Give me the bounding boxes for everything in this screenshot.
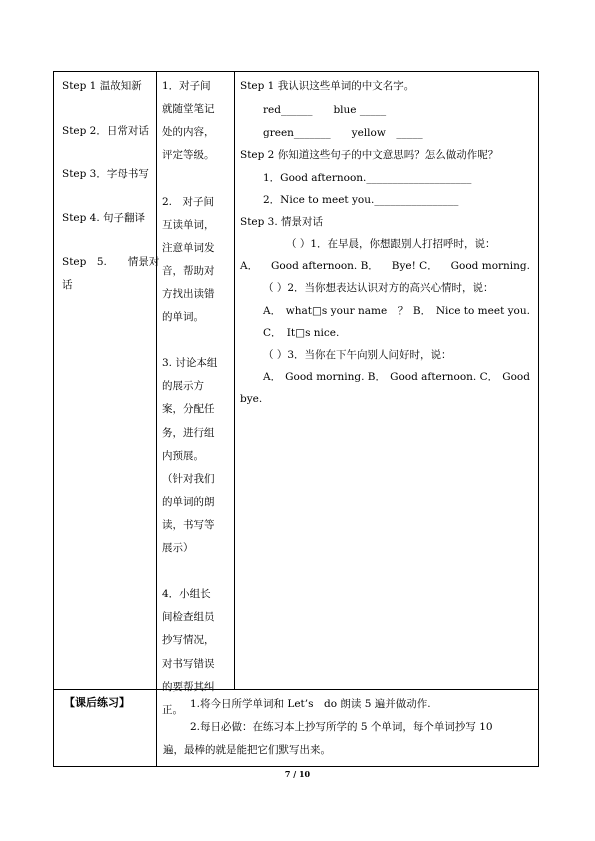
note-line: 内预展。 [162, 449, 204, 462]
note-line: 务，进行组 [162, 426, 215, 439]
note-line: 4．小组长 [162, 588, 211, 601]
option-text: Bye! C． [391, 260, 438, 272]
step-label: Step 3．字母书写 [62, 168, 149, 180]
note-line: 正。 [162, 703, 183, 716]
option-label: B． [412, 305, 432, 317]
note-line: 间检查组员 [162, 611, 215, 624]
homework-line-3: 遍，最棒的就是能把它们默写出来。 [163, 744, 331, 756]
page-number: 7 / 10 [284, 769, 311, 779]
step1-title: Step 1 我认识这些单词的中文名字。 [240, 80, 415, 92]
question-3-options [263, 370, 530, 384]
table-left-border [53, 71, 54, 767]
option-label: A． [263, 371, 282, 383]
note-line: 案，分配任 [162, 403, 215, 416]
option-label: A． [240, 260, 259, 272]
step-label: Step 5. 情景对 [62, 256, 160, 268]
step3-title: Step 3. 情景对话 [240, 216, 324, 228]
step-label: Step 2．日常对话 [62, 125, 149, 137]
step2-q1: 1．Good afternoon.____________________ [263, 172, 472, 184]
note-line: 的展示方 [162, 380, 204, 393]
note-line: 音，帮助对 [162, 264, 215, 277]
note-line: 2. 对子间 [162, 195, 215, 208]
note-line: 抄写情况， [162, 634, 215, 647]
option-text: what□s your name ？ [285, 305, 409, 317]
homework-line-2: 2.每日必做：在练习本上抄写所学的 5 个单词，每个单词抄写 10 [190, 721, 493, 733]
table-row-divider [53, 689, 539, 690]
table-right-border [538, 71, 539, 767]
table-col-divider-2 [234, 71, 235, 690]
table-col-divider-1b [156, 689, 157, 767]
note-line: 注意单词发 [162, 241, 215, 254]
option-text: Good afternoon. C． [390, 371, 499, 383]
note-line: 处的内容， [162, 126, 215, 139]
note-line: 评定等级。 [162, 149, 215, 162]
question-1: （ ）1．在早晨，你想跟别人打招呼时，说： [286, 238, 496, 250]
step1-line2: green_______ yellow _____ [263, 127, 423, 139]
step2-q2: 2．Nice to meet you.________________ [263, 194, 459, 206]
note-line: 的单词。 [162, 311, 204, 323]
question-3: （ ）3．当你在下午向别人问好时，说： [263, 349, 452, 361]
note-line: 的单词的朗 [162, 495, 215, 508]
question-1-options [240, 259, 530, 273]
question-2-options [263, 304, 530, 318]
note-line: 3. 讨论本组 [162, 357, 218, 370]
step-label: Step 4. 句子翻译 [62, 212, 146, 224]
note-line: 方找出读错 [162, 287, 215, 300]
option-text: Good morning. B． [285, 371, 387, 383]
step-label: 话 [62, 279, 73, 291]
homework-label: 【课后练习】 [64, 696, 130, 709]
homework-line-1: 1.将今日所学单词和 Let’s do 朗读 5 遍并做动作. [190, 698, 431, 710]
option-text: Nice to meet you. [435, 305, 530, 317]
note-line: 就随堂笔记 [162, 103, 215, 116]
note-line: 的要帮其纠 [162, 680, 215, 693]
option-label: A． [263, 305, 282, 317]
question-2-option-c: C． It□s nice. [263, 327, 340, 339]
step2-title: Step 2 你知道这些句子的中文意思吗？怎么做动作呢？ [240, 149, 499, 161]
table-bottom-border [53, 766, 539, 767]
note-line: 互读单词， [162, 218, 215, 231]
question-2: （ ）2．当你想表达认识对方的高兴心情时，说： [263, 282, 494, 294]
note-line: （针对我们 [162, 472, 215, 485]
note-line: 1．对子间 [162, 80, 211, 92]
step-label: Step 1 温故知新 [62, 80, 142, 92]
table-col-divider-1 [156, 71, 157, 690]
note-line: 对书写错误 [162, 657, 215, 670]
note-line: 读，书写等 [162, 518, 215, 531]
note-line: 展示） [162, 542, 194, 554]
question-3-tail: bye. [240, 393, 263, 405]
option-text: Good [502, 371, 530, 383]
step1-line1: red______ blue _____ [263, 104, 387, 116]
option-text: Good afternoon. B． [271, 260, 379, 272]
table-top-border [53, 71, 539, 72]
option-text: Good morning. [450, 260, 530, 272]
